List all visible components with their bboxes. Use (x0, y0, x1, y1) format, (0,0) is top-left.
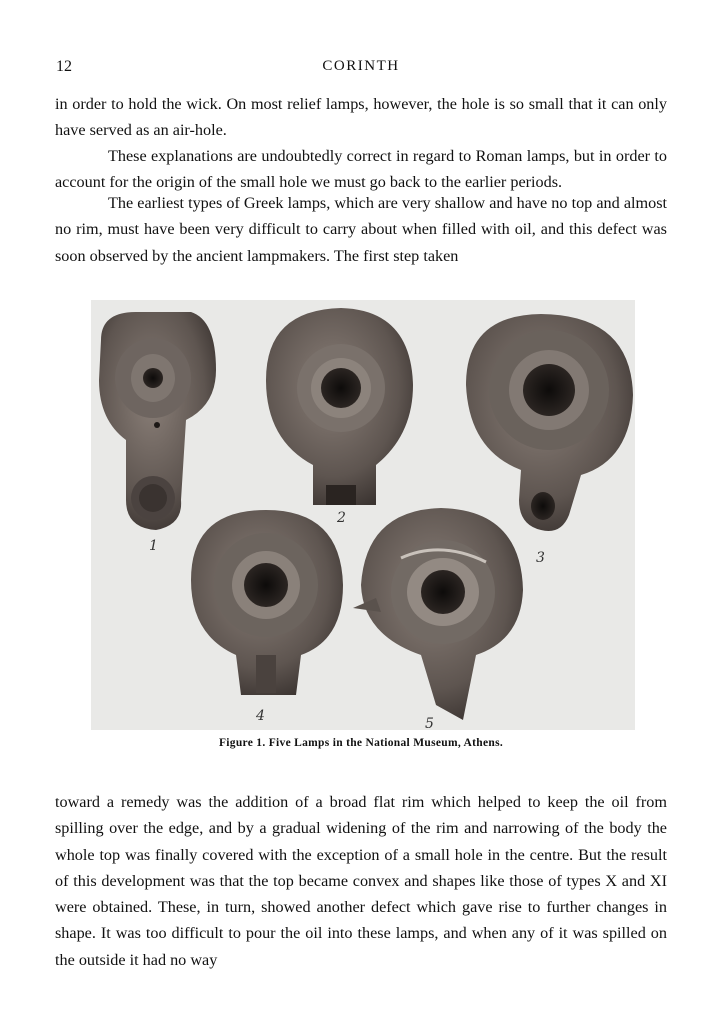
paragraph-4: toward a remedy was the addition of a broad flat rim which helped to keep the oil from spilling over the edge, and by a gradual widening of the rim and narrowing of the body the whole top was finally covered with the exception of a small hole in the centre. But the result of this development was that the top became convex and shapes like those of types X and XI were obtained. These, in turn, showed another defect which gave rise to further changes in shape. It was too difficult to pour the oil into these lamps, and when any of it was spilled on the outside it had no way (55, 793, 667, 969)
lamp-1 (99, 312, 216, 530)
paragraph-3: The earliest types of Greek lamps, which are very shallow and have no top and almost no rim, must have been very difficult to carry about when filled with oil, and this defect was soon observed by the ancient lampmakers. The first step taken (55, 194, 667, 265)
figure-photograph (91, 300, 635, 730)
running-title: CORINTH (322, 58, 400, 74)
lamp-3 (466, 314, 633, 531)
lamps-photo-illustration (91, 300, 635, 730)
lamp-label-1: 1 (149, 538, 158, 554)
lamp-label-5: 5 (425, 716, 434, 730)
lamp-label-3: 3 (536, 550, 545, 566)
paragraph-2: These explanations are undoubtedly correct in regard to Roman lamps, but in order to account for the origin of the small hole we must go back to the earlier periods. (55, 147, 667, 192)
lamp-4 (191, 510, 343, 695)
lamp-5 (353, 508, 523, 720)
lamp-2 (266, 308, 413, 505)
paragraph-1: in order to hold the wick. On most relief lamps, however, the hole is so small that it can only have served as an air-hole. (55, 95, 667, 140)
figure-caption: Figure 1. Five Lamps in the National Museum, Athens. (218, 737, 504, 749)
lamp-label-2: 2 (337, 510, 346, 526)
page-number: 12 (56, 58, 72, 75)
lamp-label-4: 4 (256, 708, 265, 724)
